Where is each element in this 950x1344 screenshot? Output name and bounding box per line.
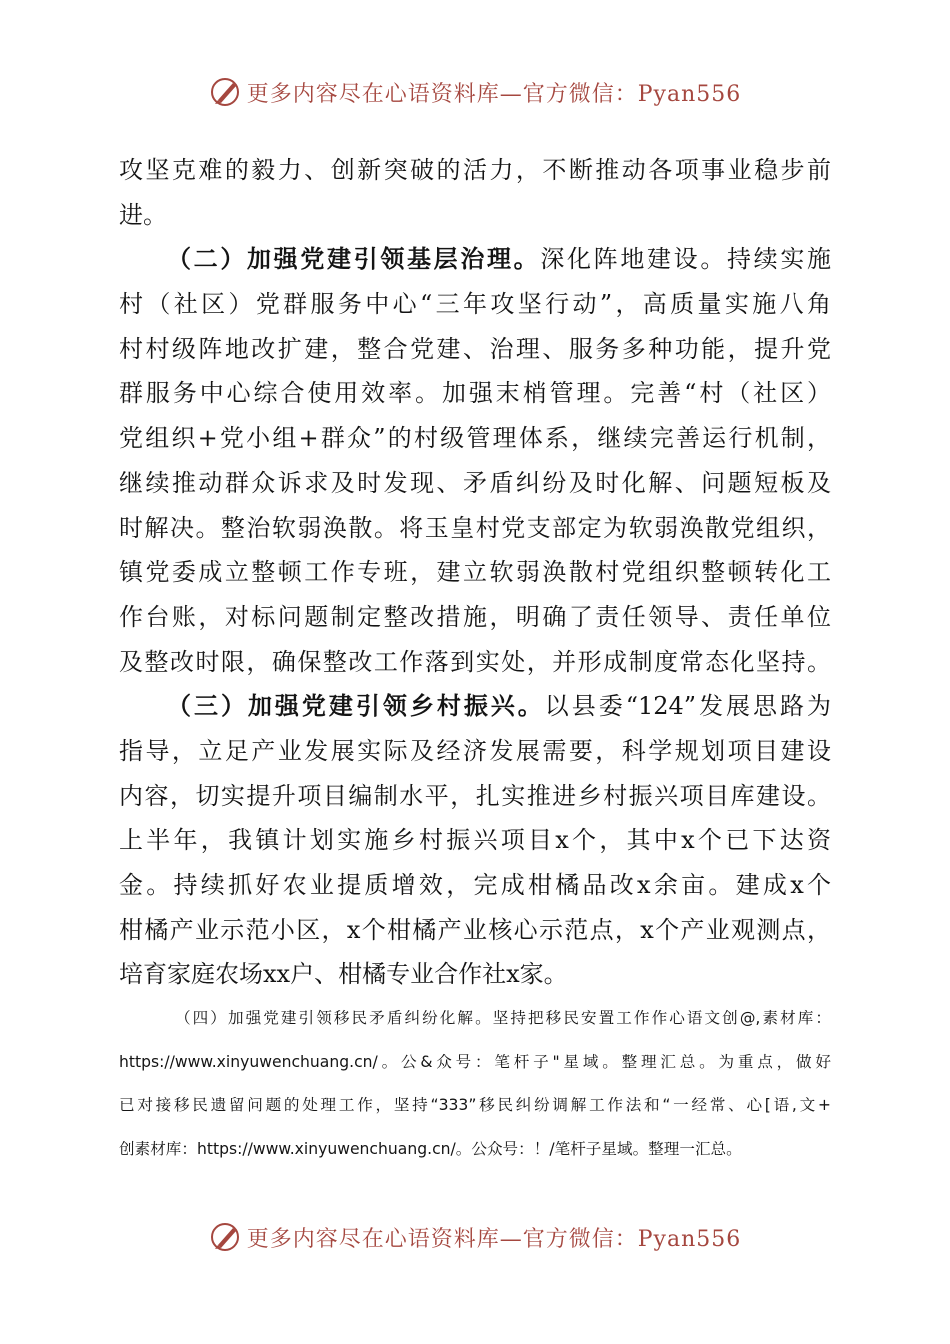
small-line: https://www.xinyuwenchuang.cn/。公&众号：笔杆子"星域。整理汇总。为重点，做好 — [119, 1052, 831, 1071]
body-line: 培育家庭农场xx户、柑橘专业合作社x家。 — [119, 960, 568, 989]
body-line: 群服务中心综合使用效率。加强末梢管理。完善“村（社区） — [119, 379, 831, 408]
body-line: 指导，立足产业发展实际及经济发展需要，科学规划项目建设 — [119, 736, 831, 765]
pen-logo-icon — [209, 75, 243, 109]
body-line: 及整改时限，确保整改工作落到实处，并形成制度常态化坚持。 — [119, 647, 831, 676]
body-line: 时解决。整治软弱涣散。将玉皇村党支部定为软弱涣散党组织， — [119, 513, 831, 542]
pen-logo-icon — [209, 1220, 243, 1254]
body-line: 党组织+党小组+群众”的村级管理体系，继续完善运行机制， — [119, 424, 831, 453]
small-print-paragraph — [119, 997, 831, 1171]
section-heading-line: （三）加强党建引领乡村振兴。以县委“124”发展思路为 — [167, 692, 831, 721]
watermark-footer — [0, 1215, 950, 1259]
section-heading: （三）加强党建引领乡村振兴。 — [167, 692, 545, 721]
body-line: 攻坚克难的毅力、创新突破的活力，不断推动各项事业稳步前 — [119, 156, 831, 184]
body-line: 村（社区）党群服务中心“三年攻坚行动”，高质量实施八角 — [119, 290, 831, 319]
body-line: 村村级阵地改扩建，整合党建、治理、服务多种功能，提升党 — [119, 334, 831, 363]
watermark-text: 更多内容尽在心语资料库—官方微信：Pyan556 — [246, 1226, 742, 1252]
body-line: 镇党委成立整顿工作专班，建立软弱涣散村党组织整顿转化工 — [119, 558, 831, 587]
section-heading: （二）加强党建引领基层治理。 — [167, 245, 541, 274]
section-heading-line: （二）加强党建引领基层治理。深化阵地建设。持续实施 — [167, 245, 832, 274]
watermark-header — [0, 70, 950, 114]
small-line: 已对接移民遗留问题的处理工作，坚持“333”移民纠纷调解工作法和“一经常、心[语,文+ — [119, 1096, 831, 1115]
body-line: 进。 — [119, 200, 167, 229]
body-line: 作台账，对标问题制定整改措施，明确了责任领导、责任单位 — [119, 602, 831, 631]
body-line: 继续推动群众诉求及时发现、矛盾纠纷及时化解、问题短板及 — [119, 468, 831, 497]
body-line: 柑橘产业示范小区，x个柑橘产业核心示范点，x个产业观测点， — [119, 915, 831, 944]
body-line: 上半年，我镇计划实施乡村振兴项目x个，其中x个已下达资 — [119, 826, 831, 855]
watermark-text: 更多内容尽在心语资料库—官方微信：Pyan556 — [246, 81, 742, 107]
document-body — [119, 148, 831, 997]
small-line: （四）加强党建引领移民矛盾纠纷化解。坚持把移民安置工作作心语文创@,素材库： — [175, 1009, 831, 1027]
body-line: 内容，切实提升项目编制水平，扎实推进乡村振兴项目库建设。 — [119, 781, 831, 810]
body-line: 金。持续抓好农业提质增效，完成柑橘品改x余亩。建成x个 — [119, 871, 831, 899]
small-line: 创素材库：https://www.xinyuwenchuang.cn/。公众号：！/笔杆子星域。整理一汇总。 — [119, 1139, 742, 1158]
